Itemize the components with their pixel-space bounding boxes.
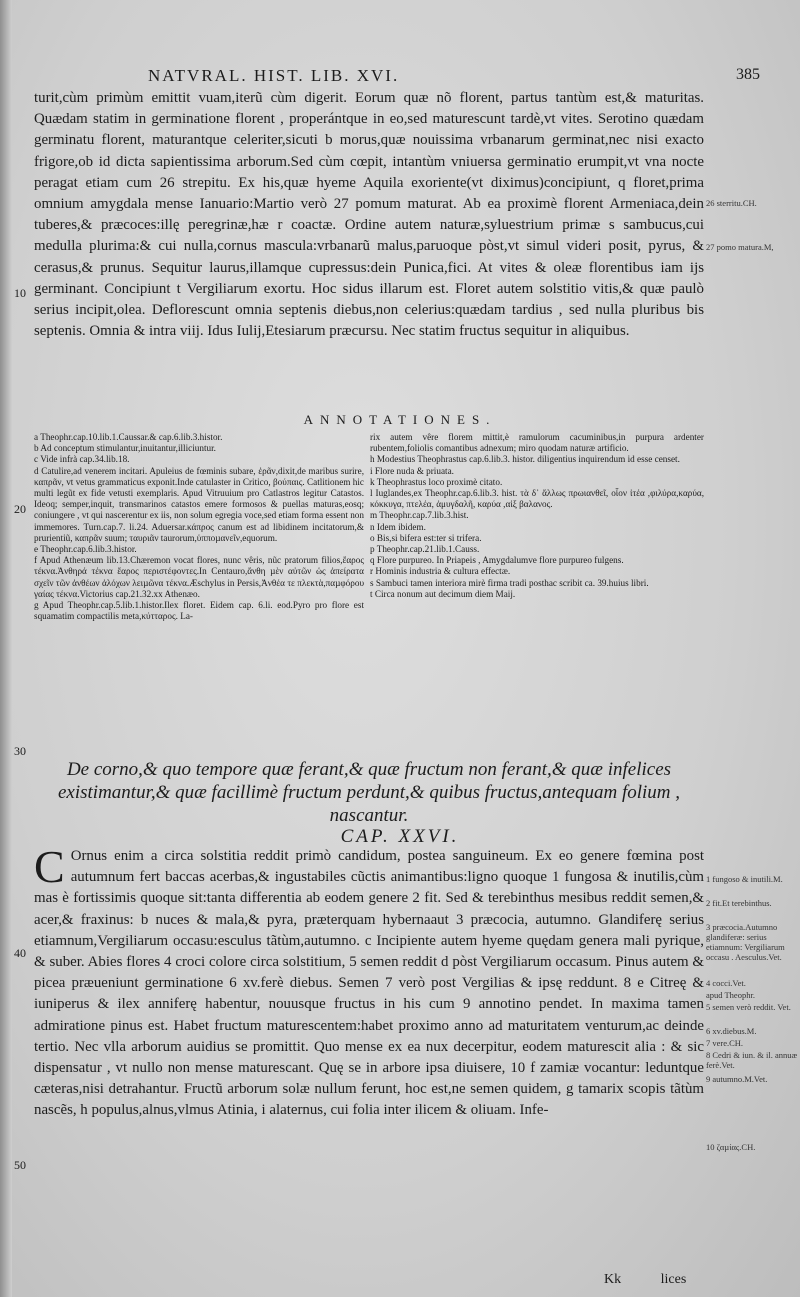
margin-note: 6 xv.diebus.M. [706,1026,757,1036]
annotation: k Theophrastus loco proximè citato. [370,476,503,487]
margin-note: 9 autumno.M.Vet. [706,1074,768,1084]
annotation: m Theophr.cap.7.lib.3.hist. [370,510,469,521]
body-text: turit,cùm primùm emittit vuam,iterũ cùm digerit. Eorum quæ nõ florent, partus tantùm est,& maturitas. Quædam statim in germinatione florent , properántque in eo,sed maturescunt tardè,vt vites. Serotino quædam germinatu florent, maturantque celeriter,sicuti b morus,quæ nouissima vrbanarum germinat,nec nisi exacto frigore,ob id dicta sapientissima arborum.Sed cùm cœpit, intantùm vniuersa germinatio erumpit,vt vna nocte peragat etiam cum 26 strepitu. Ex his,quæ hyeme Aquila exoriente(vt diximus)concipiunt, q floret,prima omnium amygdala mense Ianuario:Martio verò 27 pomum maturat. Ab ea proximè florent Armeniaca,dein tuberes,& præcoces:illę peregrinæ,hæ r coactæ. Ordine autem naturæ,syluestrium primæ s sambucus,cui medulla plurima:& cui nulla,cornus mascula:vrbanarũ malus,paruoque pòst,vt simul videri posit, pyrus, & cerasus,& prunus. Sequitur laurus,illamque cupressus:dein Punica,fici. At vites & oleæ florentibus iam ijs germinant. Concipiunt t Vergiliarum exortu. Hoc sidus illarum est. Floret autem solstitio vitis,& quæ paulò serius incipit,olea. Deflorescunt omnia septenis diebus,non celerius:quædam tardius , sed nulla pluribus bis septenis. Omnia & intra viij. Idus Iulij,Etesiarum præcursu. Nec statim fructus sequitur in aliquibus. [34,90,704,340]
annotation: f Apud Athenæum lib.13.Chæremon vocat flores, nunc vêris, nũc pratorum filios,ἔαρος τέκνα.Ἀνθηρά τέκνα ἔαρος περιστέφοντες.In Centauro,ἄνθη µὲν αὐτῶν ὡς ἀπείρατα σχεῖν τῶν ἀνθέων ἀλόχων λειµῶνα τέκνα.Æschylus in Persis,Ἀνθέα τε πλεκτὰ,παµφόρου γαίας τέκνα.Victorius cap.21.32.xx Athenæo. [34,555,364,599]
annotation: o Bis,si bifera est:ter si trifera. [370,532,482,543]
annotation: rix autem vêre florem mittit,è ramulorum cacuminibus,in purpura ardenter rubentem,foliolis comantibus adnexum; miro quodam naturæ artificio. [370,432,704,454]
margin-note: 2 fit.Et terebinthus. [706,898,772,908]
line-number: 30 [14,744,26,758]
annotation: r Hominis industria & cultura effectæ. [370,566,511,577]
header-title: NATVRAL. HIST. LIB. XVI. [148,66,400,85]
page-gutter-shadow [0,0,12,1297]
margin-note: apud Theophr. [706,990,755,1000]
body-text [34,841,704,1122]
catchword: lices [660,1272,687,1287]
signature-mark: Kk [604,1272,622,1287]
margin-note: 27 pomo matura.M, [706,242,774,252]
annotation: l Iuglandes,ex Theophr.cap.6.lib.3. hist. τὰ δ᾽ ἄλλως πρωιανθεῖ, οἷον ἰτέα ,φιλύρα,καρύα, κόκκυγα, πτελέα, ἀμυγδαλῆ, καρύα ,αἰξ βαλανος. [370,488,704,510]
annotation: i Flore nuda & priuata. [370,465,454,476]
annotation: n Idem ibidem. [370,521,426,532]
margin-note: 7 vere.CH. [706,1038,744,1048]
running-header [148,66,760,86]
annotation: c Vide infrà cap.34.lib.18. [34,454,130,465]
margin-note: 5 semen verò reddit. Vet. [706,1002,791,1012]
body-text-content: Ornus enim a circa solstitia reddit primò candidum, postea sanguineum. Ex eo genere fœmina post autumnum fert baccas acerbas,& ingustabiles cũctis animantibus:ligno quoque 1 fungosa & inutilis,cùm mas è fortissimis quoque sit:tanta differentia ab eodem genere 2 fit. Sed & terebinthus mesibus reddit semen,& acer,& fraxinus: b nuces & mala,& pyra, præterquam hybernaaut 3 præcocia, autumno. Glandiferę serius etiamnum,Vergiliarum occasu:esculus tãtùm,autumno. c Incipiente autem hyeme quędam genera mali pyrique, & suber. Abies flores 4 croci colore circa solstitium, 5 semen reddit d pòst Vergiliarum occasum. Pinus autem & picea præueniunt germinatione 6 xv.ferè diebus. Semen 7 verò post Vergilias & ipsę reddunt. 8 e Citreę & iuniperus & ilex anniferę habentur, nouusque fructus in his cum 9 annotino pendet. In maxima tamen admiratione pinus est. Habet fructum maturescentem:habet proximo anno ad maturitatem venturum,ac deinde tertio. Nec vlla arborum auidius se promittit. Quo mense ex ea nux decerpitur, eodem maturescit alia : & sic dispensatur , vt nullo non mense maturescant. Quę se in arbore ipsa diuisere, 10 f zamiæ vocantur: leduntque cæteras,nisi detrahantur. Fructũ arborum solæ nullum ferunt, hoc est,ne semen quidem, g tamarix scopis tãtùm nascẽs, h populus,alnus,vlmus Atinia, i alaternus, cui folia inter ilicem & oliuam. Infe- [34,848,704,1119]
annotations-heading: ANNOTATIONES. [303,412,497,427]
margin-note: 1 fungoso & inutili.M. [706,874,783,884]
drop-cap: C [34,841,65,892]
line-number: 40 [14,946,26,960]
body-paragraph-2 [34,841,704,1122]
margin-note: 4 cocci.Vet. [706,978,746,988]
annotation: s Sambuci tamen interiora mirè firma tradi posthac scribit ca. 39.huius libri. [370,577,649,588]
annotation: q Flore purpureo. In Priapeis , Amygdalumve flore purpureo fulgens. [370,555,624,566]
chapter-heading: CAP. XXVI. [340,826,460,847]
annotations-right-column [370,432,704,600]
margin-note: 8 Cedri & iun. & il. annuæ ferè.Vet. [706,1050,798,1070]
line-number: 50 [14,1158,26,1172]
catchwords [604,1272,724,1288]
margin-note: 10 ζαµίας.CH. [706,1142,756,1152]
annotation: p Theophr.cap.21.lib.1.Causs. [370,544,480,555]
margin-note: 26 sterritu.CH. [706,198,757,208]
annotation: g Apud Theophr.cap.5.lib.1.histor.Ilex floret. Eidem cap. 6.li. eod.Pyro pro flore est squamatim compactilis meta,κύτταρος. La- [34,600,364,622]
annotation: h Modestius Theophrastus cap.6.lib.3. histor. diligentius inquirendum id esse censet. [370,454,680,465]
annotation: b Ad conceptum stimulantur,inuitantur,illiciuntur. [34,443,216,454]
margin-note: 3 præcocia.Autumno glandiferæ: serius etiamnum: Vergiliarum occasu . Aesculus.Vet. [706,922,785,962]
body-paragraph-1 [34,88,704,342]
page-number: 385 [736,66,760,83]
section-title: De corno,& quo tempore quæ ferant,& quæ fructum non ferant,& quæ infelices existimantur,& quæ facillimè fructum perdunt,& quibus fructus,antequam folium , nascantur. [57,759,681,826]
annotation: e Theophr.cap.6.lib.3.histor. [34,544,137,555]
annotation: a Theophr.cap.10.lib.1.Caussar.& cap.6.lib.3.histor. [34,432,223,442]
line-number: 20 [14,502,26,516]
line-number: 10 [14,286,26,300]
annotation: t Circa nonum aut decimum diem Maij. [370,588,516,599]
annotations-left-column [34,432,364,622]
annotation: d Catulire,ad venerem incitari. Apuleius de fœminis subare, ἐρᾶν,dixit,de maribus surire, καπρᾶν, vt vetus grammaticus exponit.Inde catulaster in Critico, βούπαις. Catlitionem hic multi legũt ex fide vetusti exemplaris. Apud Vitruuium pro Catlastros legitur Catastos. Ideoq; semper,inquit, transmarinos catastos emere formosos & puellas maturas,eosq; coniungere , vt qui nascerentur ex iis, non solum egregia voce,sed etiam forma essent non immemores. Turn.cap.7. li.24. Aduersar.κάπρος canum est ad libidinem incitatorum,& prurientiũ, καπρᾶν suum; ταυριᾶν taurorum,ὑπποµανεῖν,equorum. [34,465,364,543]
